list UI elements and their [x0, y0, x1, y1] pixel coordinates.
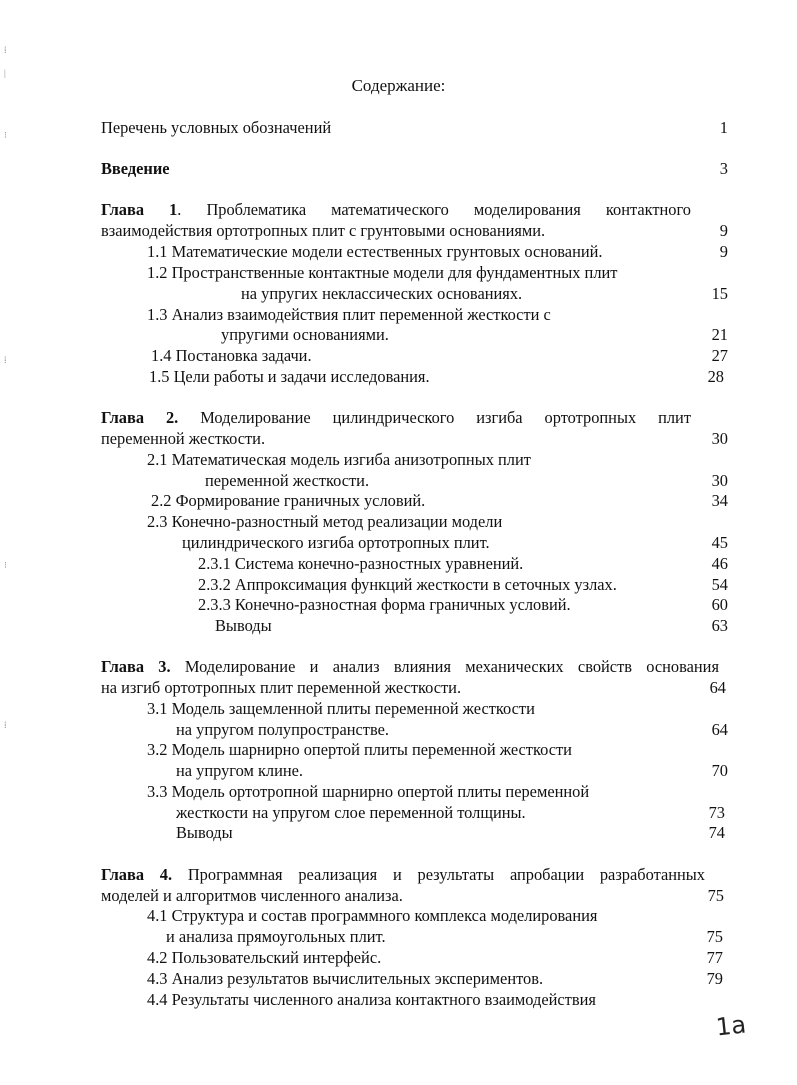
toc-entry-text: 1.4 Постановка задачи. [151, 346, 312, 365]
toc-entry-text: 1.5 Цели работы и задачи исследования. [149, 367, 430, 386]
toc-entry-text: 2.3.1 Система конечно-разностных уравнений. [198, 554, 524, 573]
toc-page-number: 9 [719, 242, 728, 261]
toc-page-number: 77 [706, 948, 723, 967]
toc-page-number: 54 [711, 575, 728, 594]
chapter-title-line1: Моделирование и анализ влияния механических свойств основания [170, 657, 719, 676]
chapter-heading [101, 657, 719, 677]
toc-page-number: 21 [711, 325, 728, 344]
chapter-title-line2: взаимодействия ортотропных плит с грунтовыми основаниями. [101, 221, 546, 240]
toc-entry-text: Введение [101, 159, 170, 178]
toc-entry-text: 2.3.3 Конечно-разностная форма граничных условий. [198, 595, 571, 614]
toc-page-number: 60 [711, 595, 728, 614]
page-title: Содержание: [351, 76, 446, 95]
chapter-title-line1: Моделирование цилиндрического изгиба ортотропных плит [178, 408, 691, 427]
toc-page-number: 34 [711, 491, 728, 510]
toc-entry-line1: 3.2 Модель шарнирно опертой плиты переменной жесткости [147, 740, 572, 759]
toc-page-number: 3 [719, 159, 728, 178]
toc-page-number: 30 [711, 471, 728, 490]
toc-entry-line2: на упругих неклассических основаниях. [241, 284, 523, 303]
toc-page-number: 64 [709, 678, 726, 697]
toc-entry-line2: цилиндрического изгиба ортотропных плит. [182, 533, 490, 552]
chapter-title-line1: Программная реализация и результаты апробации разработанных [172, 865, 705, 884]
toc-entry-line2: и анализа прямоугольных плит. [166, 927, 386, 946]
toc-entry-line1: 2.1 Математическая модель изгиба анизотропных плит [147, 450, 531, 469]
toc-entry-line2: жесткости на упругом слое переменной толщины. [176, 803, 526, 822]
toc-page-number: 28 [707, 367, 724, 386]
toc-page-number: 15 [711, 284, 728, 303]
toc-entry-text: 1.1 Математические модели естественных грунтовых оснований. [147, 242, 603, 261]
chapter-heading [101, 865, 705, 885]
scan-margin-mark: ⁞ [4, 45, 7, 55]
toc-page-number: 63 [711, 616, 728, 635]
scan-margin-mark: ⁝ [4, 130, 7, 140]
handwritten-page-number: 1a [714, 1010, 748, 1042]
toc-page-number: 1 [719, 118, 728, 137]
toc-entry-line1: 4.1 Структура и состав программного комплекса моделирования [147, 906, 598, 925]
toc-page-number: 45 [711, 533, 728, 552]
chapter-label: Глава 1 [101, 200, 178, 219]
toc-entry-text: 4.2 Пользовательский интерфейс. [147, 948, 382, 967]
toc-entry-text: 2.3.2 Аппроксимация функций жесткости в сеточных узлах. [198, 575, 617, 594]
toc-entry-line1: 3.3 Модель ортотропной шарнирно опертой плиты переменной [147, 782, 590, 801]
toc-page-number: 30 [711, 429, 728, 448]
toc-page-number: 75 [707, 886, 724, 905]
toc-entry-line2: переменной жесткости. [205, 471, 370, 490]
toc-entry-line2: на упругом полупространстве. [176, 720, 389, 739]
toc-entry-text: 4.3 Анализ результатов вычислительных экспериментов. [147, 969, 544, 988]
chapter-title-line1: . Проблематика математического моделирования контактного [177, 200, 691, 219]
toc-entry-line1: 1.2 Пространственные контактные модели для фундаментных плит [147, 263, 618, 282]
scan-margin-mark: | [4, 68, 6, 78]
scan-margin-mark: ⁞ [4, 355, 7, 365]
toc-entry-line1: 3.1 Модель защемленной плиты переменной жесткости [147, 699, 535, 718]
toc-entry-line2: упругими основаниями. [221, 325, 389, 344]
toc-entry-line1: 1.3 Анализ взаимодействия плит переменной жесткости с [147, 305, 551, 324]
scan-margin-mark: ⁞ [4, 720, 7, 730]
toc-entry-text: 4.4 Результаты численного анализа контактного взаимодействия [147, 990, 596, 1009]
chapter-heading [101, 408, 691, 428]
chapter-heading [101, 200, 691, 220]
toc-page-number: 70 [711, 761, 728, 780]
toc-entry-text: Выводы [215, 616, 272, 635]
chapter-label: Глава 4. [101, 865, 173, 884]
toc-entry-text: 2.2 Формирование граничных условий. [151, 491, 426, 510]
chapter-label: Глава 2. [101, 408, 179, 427]
toc-entry-text: Перечень условных обозначений [101, 118, 332, 137]
toc-page-number: 73 [708, 803, 725, 822]
toc-page-number: 79 [706, 969, 723, 988]
toc-page-number: 46 [711, 554, 728, 573]
toc-page-number: 27 [711, 346, 728, 365]
toc-page-number: 9 [719, 221, 728, 240]
chapter-title-line2: переменной жесткости. [101, 429, 266, 448]
toc-entry-text: Выводы [176, 823, 233, 842]
toc-page-number: 74 [708, 823, 725, 842]
toc-page-number: 64 [711, 720, 728, 739]
toc-page-number: 75 [706, 927, 723, 946]
chapter-title-line2: моделей и алгоритмов численного анализа. [101, 886, 403, 905]
chapter-label: Глава 3. [101, 657, 171, 676]
scan-margin-mark: ⁝ [4, 560, 7, 570]
toc-entry-line1: 2.3 Конечно-разностный метод реализации модели [147, 512, 503, 531]
toc-entry-line2: на упругом клине. [176, 761, 304, 780]
chapter-title-line2: на изгиб ортотропных плит переменной жесткости. [101, 678, 462, 697]
